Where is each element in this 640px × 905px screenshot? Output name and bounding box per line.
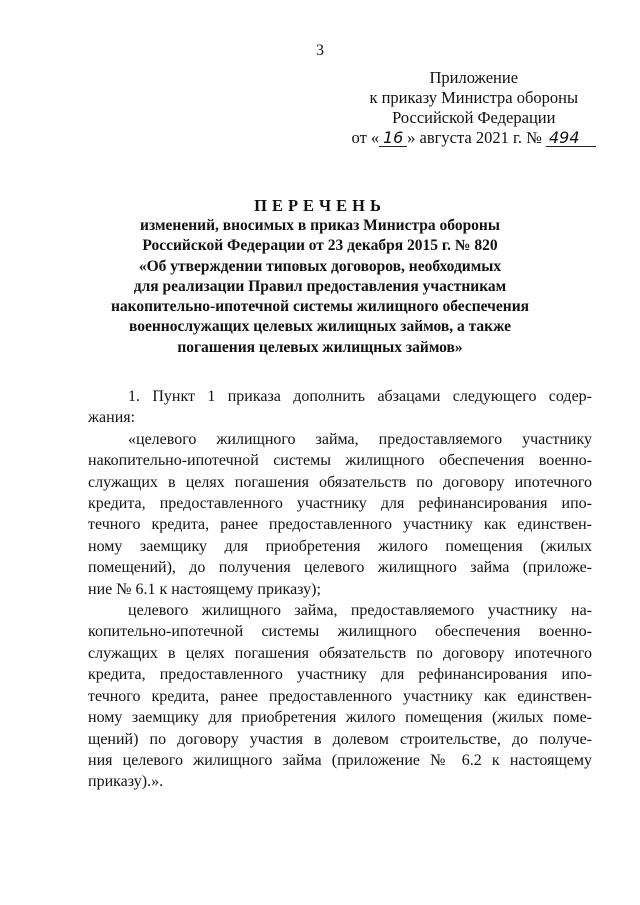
body-line: кредита, предоставленного участнику для рефинансирования ипо-	[88, 666, 592, 684]
body-line: «целевого жилищного займа, предоставляемого участнику	[128, 430, 592, 448]
body-line: копительно-ипотечной системы жилищного обеспечения военно-	[88, 623, 592, 641]
appendix-date-line	[352, 128, 596, 148]
body-line: ние № 6.1 к настоящему приказу);	[88, 580, 321, 598]
subtitle-line: накопительно-ипотечной системы жилищного обеспечения	[110, 298, 530, 316]
paragraph-3	[88, 600, 592, 793]
date-middle: » августа 2021 г. №	[407, 128, 542, 147]
body-line: приказу).».	[88, 773, 164, 791]
body-line: кредита, предоставленного участнику для рефинансирования ипо-	[88, 495, 592, 513]
handwritten-order-number: 494	[546, 130, 596, 147]
document-title: ПЕРЕЧЕНЬ	[254, 196, 386, 215]
subtitle-line: «Об утверждении типовых договоров, необходимых	[138, 257, 502, 275]
appendix-country: Российской Федерации	[392, 108, 556, 127]
document-subtitle	[70, 216, 570, 358]
appendix-order-ref: к приказу Министра обороны	[369, 88, 579, 107]
handwritten-day: 16	[379, 130, 407, 147]
body-line: течного кредита, ранее предоставленного участнику как единствен-	[88, 687, 592, 705]
body-line: ния целевого жилищного займа (приложение № 6.2 к настоящему	[88, 751, 592, 769]
page-number: 3	[316, 42, 324, 59]
appendix-block	[352, 68, 596, 148]
document-body	[88, 386, 592, 793]
subtitle-line: военнослужащих целевых жилищных займов, а также	[128, 318, 512, 336]
body-line: служащих в целях погашения обязательств по договору ипотечного	[88, 644, 592, 662]
paragraph-2	[88, 429, 592, 600]
body-line: 1. Пункт 1 приказа дополнить абзацами следующего содер-	[128, 388, 592, 405]
subtitle-line: для реализации Правил предоставления участникам	[133, 277, 507, 295]
body-line: служащих в целях погашения обязательств по договору ипотечного	[88, 473, 592, 491]
body-line: течного кредита, ранее предоставленного участнику как единствен-	[88, 516, 592, 534]
body-line: целевого жилищного займа, предоставляемого участнику на-	[128, 602, 592, 620]
date-prefix: от «	[351, 128, 380, 147]
subtitle-line: изменений, вносимых в приказ Министра обороны	[140, 217, 500, 234]
subtitle-line: Российской Федерации от 23 декабря 2015 г. № 820	[142, 237, 498, 255]
body-line: помещений), до получения целевого жилищного займа (приложе-	[88, 559, 592, 577]
body-line: ному заемщику для приобретения жилого помещения (жилых поме-	[88, 709, 592, 727]
body-line: ному заемщику для приобретения жилого помещения (жилых	[88, 537, 592, 555]
paragraph-1	[88, 386, 592, 429]
subtitle-line: погашения целевых жилищных займов»	[177, 338, 463, 356]
body-line: накопительно-ипотечной системы жилищного обеспечения военно-	[88, 452, 592, 470]
body-line: жания:	[88, 409, 136, 427]
appendix-label: Приложение	[429, 68, 519, 87]
body-line: щений) по договору участия в долевом строительстве, до получе-	[88, 730, 592, 748]
